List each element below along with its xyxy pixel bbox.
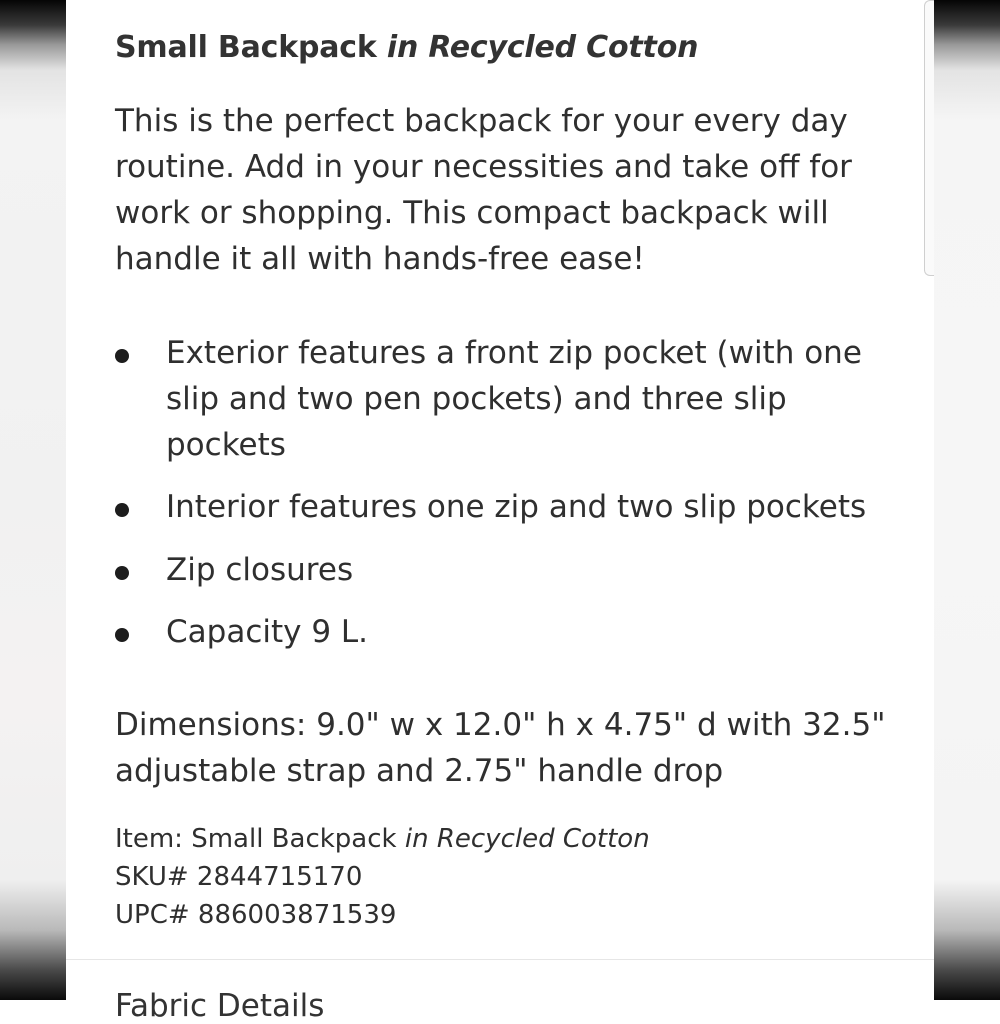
upc-line: UPC# 886003871539 [115,900,397,930]
list-item [115,330,875,468]
bullet-icon [115,628,129,642]
product-description: This is the perfect backpack for your every day routine. Add in your necessities and take off for work or shopping. This compact backpack will handle it all with hands-free ease! [115,103,852,277]
list-item [115,547,875,593]
product-title-italic: in Recycled Cotton [386,30,699,65]
item-line [115,820,650,858]
product-meta [115,820,650,934]
list-item [115,609,875,655]
background-left [0,0,66,1000]
item-label: Item: Small Backpack [115,824,405,854]
feature-text: Zip closures [166,552,354,588]
bullet-icon [115,503,129,517]
feature-text: Capacity 9 L. [166,614,369,650]
product-dimensions: Dimensions: 9.0" w x 12.0" h x 4.75" d with 32.5" adjustable strap and 2.75" handle drop [115,707,886,789]
feature-text: Exterior features a front zip pocket (with one slip and two pen pockets) and three slip pockets [166,335,862,463]
bullet-icon [115,349,129,363]
product-title [115,30,698,65]
feature-list [115,330,875,655]
sku-line: SKU# 2844715170 [115,862,363,892]
list-item [115,484,875,530]
background-right [934,0,1000,1000]
product-title-main: Small Backpack [115,30,387,65]
bullet-icon [115,566,129,580]
item-label-italic: in Recycled Cotton [404,824,650,854]
section-divider [66,959,934,960]
scrollbar-thumb[interactable] [924,0,934,276]
product-details-panel [66,0,934,1024]
section-heading-fabric-details[interactable]: Fabric Details [115,988,325,1024]
feature-text: Interior features one zip and two slip pockets [166,489,867,525]
